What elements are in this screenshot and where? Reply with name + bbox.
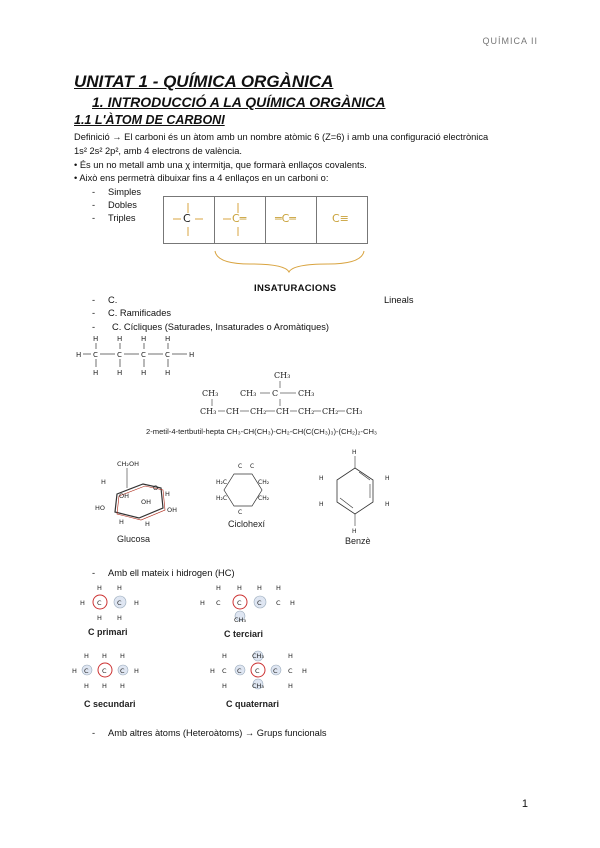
chain-item-cyclic: C. Cícliques (Saturades, Insaturades o Aromàtiques) [112,322,330,332]
branched-caption: 2-metil-4-tertbutil-hepta CH₃-CH(CH₃)-CH₂-CH(C(CH₃)₃)-(CH₂)₂-CH₃ [146,427,378,436]
svg-text:H: H [222,682,227,690]
bond-type-double: Dobles [108,200,137,210]
svg-text:C: C [84,667,89,675]
bullet-nonmetal: • És un no metall amb una χ intermitja, que formarà enllaços covalents. [74,160,367,170]
svg-text:C: C [165,351,170,359]
bond-symbol-triple: C≡ [332,212,349,225]
c-quaternary-label: C quaternari [226,699,280,709]
svg-text:C: C [273,667,278,675]
svg-text:H: H [352,449,357,456]
chain-item-branched: C. Ramificades [108,308,172,318]
svg-text:H: H [117,584,122,592]
benzene-caption: Benzè [345,536,371,546]
svg-text:HO: HO [95,504,106,512]
svg-text:C: C [276,599,281,607]
svg-text:H: H [97,614,102,622]
svg-text:H: H [288,652,293,660]
svg-text:CH₃: CH₃ [274,371,291,380]
svg-text:C: C [117,599,122,607]
branched-structure [198,368,368,418]
c-primary-label: C primari [88,627,128,637]
page-number: 1 [521,798,528,810]
svg-text:H: H [76,351,82,359]
svg-text:H: H [117,335,123,343]
svg-text:H₂C: H₂C [216,495,228,502]
subsection-title: 1.1 L'ÀTOM DE CARBONI [74,113,225,127]
quaternary-carbon-diagram [208,648,308,694]
svg-text:H: H [119,518,124,526]
primary-carbon-diagram [78,584,148,624]
svg-text:H: H [97,584,102,592]
svg-text:H: H [102,652,107,660]
svg-text:H: H [165,490,170,498]
svg-text:H: H [165,335,171,343]
svg-text:CH₃: CH₃ [200,407,217,416]
svg-text:H: H [141,369,147,377]
svg-text:H: H [84,652,89,660]
svg-text:OH: OH [119,492,130,500]
svg-text:CH₃: CH₃ [252,682,265,690]
svg-text:H: H [237,584,242,592]
svg-text:H: H [72,667,77,675]
list-dash: - [92,187,96,197]
svg-text:C: C [237,667,242,675]
list-dash: - [92,308,96,318]
bond-type-triple: Triples [108,213,136,223]
svg-text:H: H [257,584,262,592]
list-dash: - [92,295,96,305]
running-header: QUÍMICA II [482,36,538,46]
chain-item-linear: C. [108,295,118,305]
glucose-caption: Glucosa [117,534,151,544]
svg-text:C: C [237,599,242,607]
svg-text:H: H [145,520,150,528]
svg-text:H: H [93,369,99,377]
svg-text:H: H [385,475,390,482]
svg-text:H: H [319,475,324,482]
svg-text:H: H [84,682,89,690]
svg-text:CH: CH [226,407,240,416]
benzene-structure [315,450,395,535]
svg-text:H: H [210,667,215,675]
svg-text:CH₂: CH₂ [250,407,267,416]
cyclohexyne-structure [212,462,282,517]
svg-text:H: H [222,652,227,660]
bond-symbol-single: C [183,212,191,225]
svg-text:H: H [216,584,221,592]
cyclohexyne-caption: Ciclohexí [228,519,266,529]
svg-text:C: C [216,599,221,607]
bond-symbol-double: C═ [232,212,247,225]
svg-text:O: O [153,484,159,492]
svg-text:H₂C: H₂C [216,479,228,486]
svg-text:CH₂OH: CH₂OH [117,460,140,468]
glucose-structure [95,460,185,530]
definition-text: Definició → El carboni és un àtom amb un nombre atòmic 6 (Z=6) i amb una configuració electrònica [74,132,489,142]
section-title: 1. INTRODUCCIÓ A LA QUÍMICA ORGÀNICA [92,94,386,110]
svg-text:CH₃: CH₃ [298,389,315,398]
svg-text:H: H [189,351,195,359]
svg-text:OH: OH [167,506,178,514]
electron-config: 1s² 2s² 2p², amb 4 electrons de valència. [74,146,242,156]
hc-item: Amb ell mateix i hidrogen (HC) [108,568,235,578]
svg-text:H: H [319,501,324,508]
lineals-label: Lineals [384,295,414,305]
svg-text:C: C [141,351,146,359]
svg-text:C: C [97,599,102,607]
svg-text:CH₂: CH₂ [298,407,315,416]
bullet-bonds: • Això ens permetrà dibuixar fins a 4 enllaços en un carboni o: [74,173,329,183]
svg-text:C: C [120,667,125,675]
svg-text:H: H [165,369,171,377]
svg-text:C: C [238,509,243,516]
svg-text:H: H [385,501,390,508]
svg-text:OH: OH [141,498,152,506]
svg-text:H: H [80,599,85,607]
svg-text:H: H [276,584,281,592]
svg-text:CH₂: CH₂ [258,495,270,502]
svg-text:CH₃: CH₃ [240,389,257,398]
svg-text:C: C [102,667,107,675]
svg-text:H: H [102,682,107,690]
c-tertiary-label: C terciari [224,629,264,639]
tertiary-carbon-diagram [198,584,298,626]
insaturacions-heading: INSATURACIONS [254,283,337,294]
bond-type-simple: Simples [108,187,142,197]
svg-text:CH₃: CH₃ [202,389,219,398]
svg-text:H: H [117,369,123,377]
list-dash: - [92,728,96,738]
svg-text:H: H [352,528,357,535]
svg-text:C: C [272,389,279,398]
svg-text:C: C [250,463,255,470]
list-dash: - [92,568,96,578]
secondary-carbon-diagram [72,650,142,692]
svg-text:H: H [134,667,139,675]
c-secondary-label: C secundari [84,699,136,709]
svg-text:H: H [93,335,99,343]
list-dash: - [92,200,96,210]
svg-text:C: C [222,667,227,675]
bond-symbol-double-double: ═C═ [275,212,296,225]
svg-text:C: C [255,667,260,675]
svg-text:CH₃: CH₃ [346,407,363,416]
svg-text:C: C [288,667,293,675]
svg-text:H: H [117,614,122,622]
svg-text:H: H [302,667,307,675]
svg-text:H: H [288,682,293,690]
pentane-structure [70,333,195,388]
heteroatoms-item: Amb altres àtoms (Heteroàtoms) → Grups funcionals [108,728,327,738]
svg-text:H: H [200,599,205,607]
svg-text:C: C [238,463,243,470]
svg-text:C: C [117,351,122,359]
svg-text:H: H [101,478,106,486]
svg-text:H: H [120,682,125,690]
list-dash: - [92,322,96,332]
unit-title: UNITAT 1 - QUÍMICA ORGÀNICA [74,72,334,91]
svg-text:H: H [134,599,139,607]
svg-text:CH₃: CH₃ [234,616,247,624]
svg-text:C: C [93,351,98,359]
svg-text:C: C [257,599,262,607]
svg-text:CH: CH [276,407,290,416]
svg-text:H: H [141,335,147,343]
svg-text:H: H [120,652,125,660]
list-dash: - [92,213,96,223]
svg-text:H: H [290,599,295,607]
svg-text:CH₂: CH₂ [258,479,270,486]
svg-text:CH₂: CH₂ [322,407,339,416]
svg-text:CH₃: CH₃ [252,652,265,660]
